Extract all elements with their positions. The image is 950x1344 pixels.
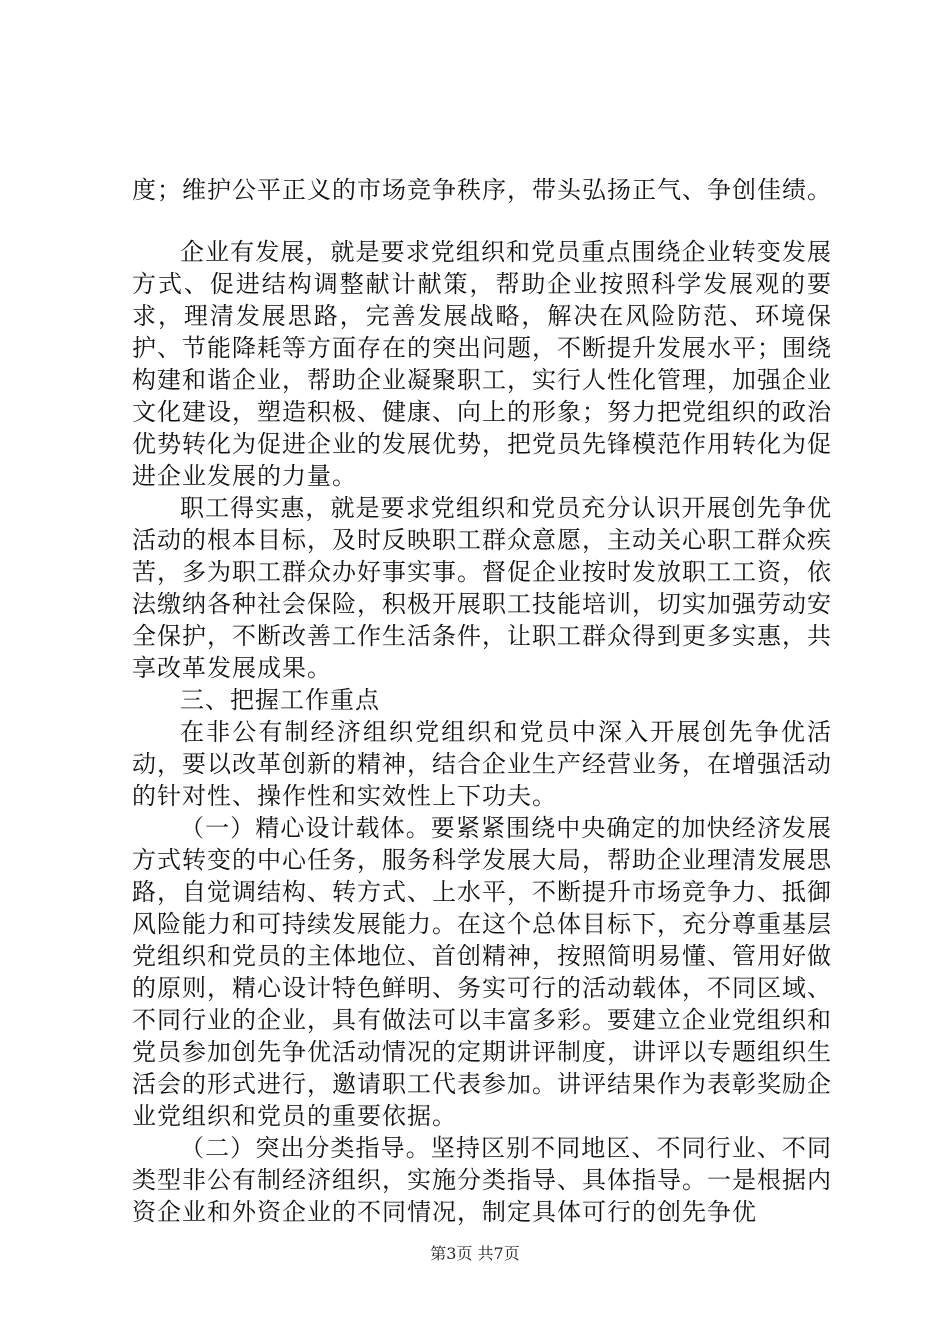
paragraph-enterprise-development: 企业有发展，就是要求党组织和党员重点围绕企业转变发展方式、促进结构调整献计献策，帮助企业按照科学发展观的要求，理清发展思路，完善发展战略，解决在风险防范、环境保护、节能降耗等方面存在的突出问题，不断提升发展水平；围绕构建和谐企业，帮助企业凝聚职工，实行人性化管理，加强企业文化建设，塑造积极、健康、向上的形象；努力把党组织的政治优势转化为促进企业的发展优势，把党员先锋模范作用转化为促进企业发展的力量。 [132,238,832,490]
paragraph-continuation: 度；维护公平正义的市场竞争秩序，带头弘扬正气、争创佳绩。 [132,176,832,204]
paragraph-worker-benefits: 职工得实惠，就是要求党组织和党员充分认识开展创先争优活动的根本目标，及时反映职工群众意愿，主动关心职工群众疾苦，多为职工群众办好事实事。督促企业按时发放职工工资，依法缴纳各种社会保险，积极开展职工技能培训，切实加强劳动安全保护，不断改善工作生活条件，让职工群众得到更多实惠，共享改革发展成果。 [132,494,832,682]
paragraph-item-one: （一）精心设计载体。要紧紧围绕中央确定的加快经济发展方式转变的中心任务，服务科学发展大局，帮助企业理清发展思路，自觉调结构、转方式、上水平，不断提升市场竞争力、抵御风险能力和可持续发展能力。在这个总体目标下，充分尊重基层党组织和党员的主体地位、首创精神，按照简明易懂、管用好做的原则，精心设计特色鲜明、务实可行的活动载体，不同区域、不同行业的企业，具有做法可以丰富多彩。要建立企业党组织和党员参加创先争优活动情况的定期讲评制度，讲评以专题组织生活会的形式进行，邀请职工代表参加。讲评结果作为表彰奖励企业党组织和党员的重要依据。 [132,814,832,1130]
page-number-footer: 第3页 共7页 [430,1244,520,1263]
section-heading-work-focus: 三、把握工作重点 [180,686,380,714]
paragraph-section-intro: 在非公有制经济组织党组织和党员中深入开展创先争优活动，要以改革创新的精神，结合企业生产经营业务，在增强活动的针对性、操作性和实效性上下功夫。 [132,718,832,810]
paragraph-item-two: （二）突出分类指导。坚持区别不同地区、不同行业、不同类型非公有制经济组织，实施分类指导、具体指导。一是根据内资企业和外资企业的不同情况，制定具体可行的创先争优 [132,1134,832,1226]
document-body [132,174,832,1228]
